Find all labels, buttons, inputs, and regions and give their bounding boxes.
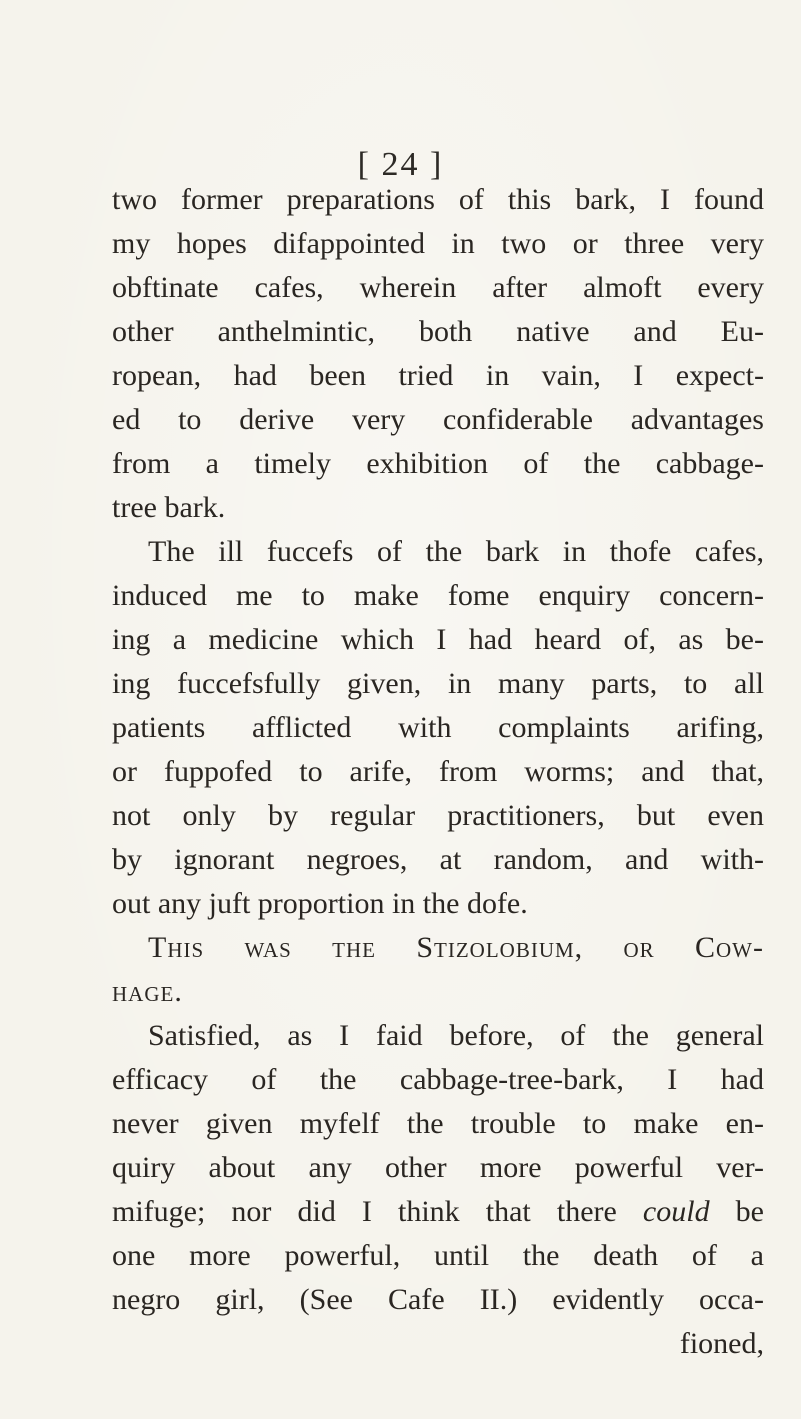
text-line: mifuge; nor did I think that there could be [112,1195,764,1228]
text-line: or fuppofed to arife, from worms; and that, [112,755,764,788]
text-line: not only by regular practitioners, but even [112,799,764,832]
text-line: obftinate cafes, wherein after almoft every [112,271,764,304]
text-line: Satisfied, as I faid before, of the general [148,1019,764,1052]
text-line: patients afflicted with complaints arifing, [112,711,764,744]
text-line: never given myfelf the trouble to make en- [112,1107,764,1140]
text-line: The ill fuccefs of the bark in thofe cafes, [148,535,764,568]
text-line: tree bark. [112,491,226,524]
catchword: fioned, [679,1327,764,1360]
text-line: ed to derive very confiderable advantages [112,403,764,436]
text-line: one more powerful, until the death of a [112,1239,764,1272]
text-line: This was the Stizolobium, or Cow- [148,931,764,964]
page-number-header: [ 24 ] [357,146,444,183]
text-line: ing a medicine which I had heard of, as be- [112,623,764,656]
text-line: efficacy of the cabbage-tree-bark, I had [112,1063,764,1096]
text-line: ing fuccefsfully given, in many parts, to all [112,667,764,700]
text-line: ropean, had been tried in vain, I expect- [112,359,764,392]
text-line: negro girl, (See Cafe II.) evidently occa- [112,1283,764,1316]
text-line: two former preparations of this bark, I found [112,183,764,216]
emphasis: could [642,1195,710,1228]
text-line: hage. [112,975,183,1008]
text-line: my hopes difappointed in two or three very [112,227,764,260]
text-line: by ignorant negroes, at random, and with- [112,843,764,876]
text-line: out any juft proportion in the dofe. [112,887,528,920]
text-line: induced me to make fome enquiry concern- [112,579,764,612]
text-line: from a timely exhibition of the cabbage- [112,447,764,480]
text-line: other anthelmintic, both native and Eu- [112,315,764,348]
text-line: quiry about any other more powerful ver- [112,1151,764,1184]
